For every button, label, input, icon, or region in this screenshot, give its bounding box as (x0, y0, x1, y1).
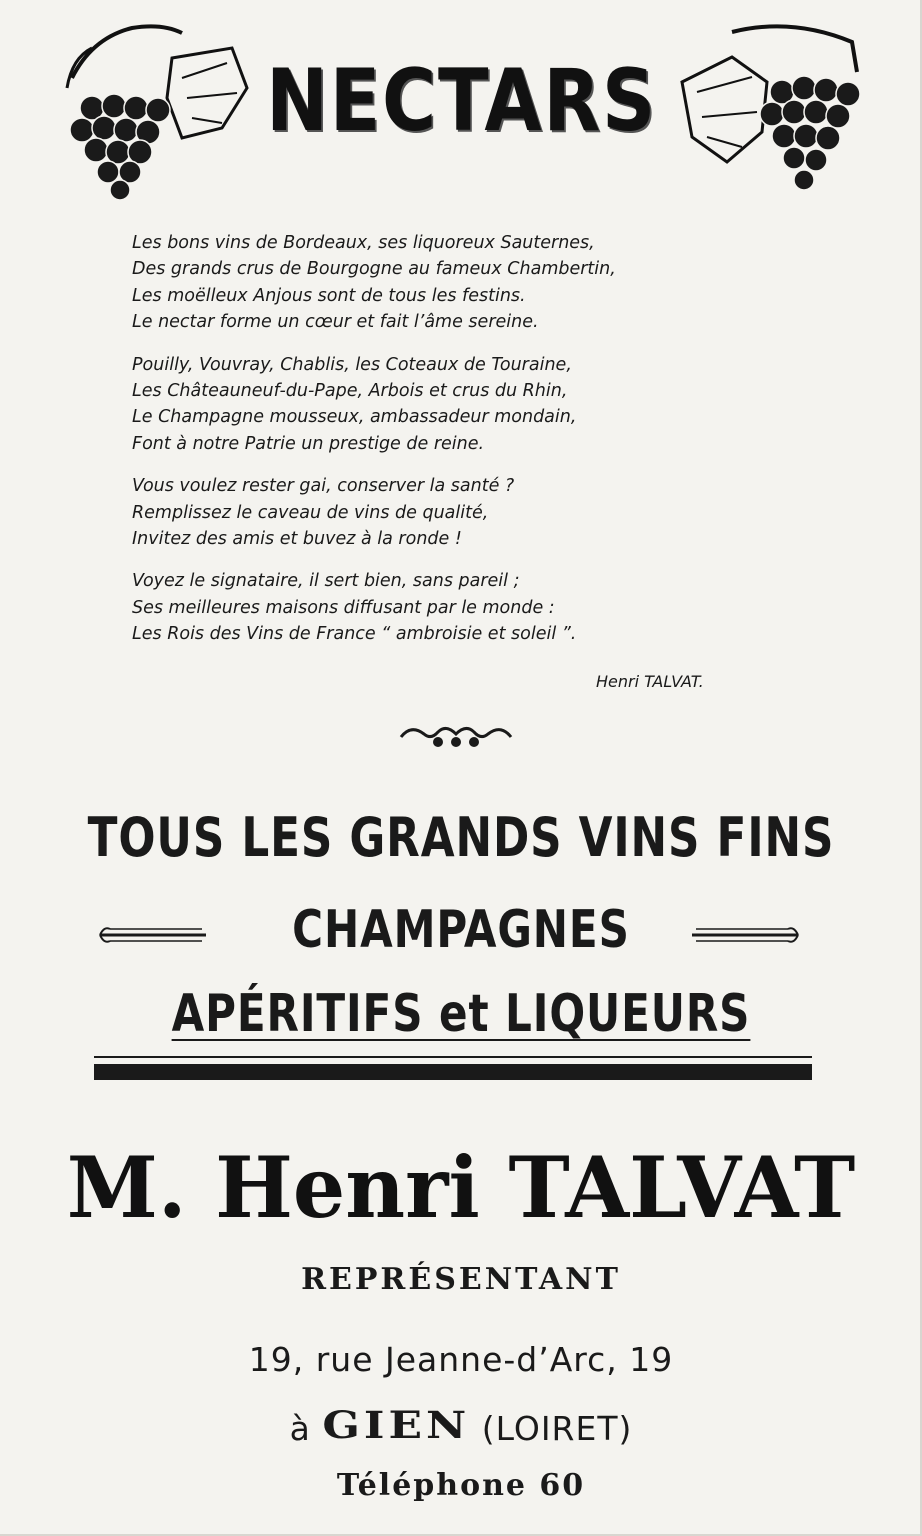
poem-stanza (132, 568, 832, 647)
city-region: (LOIRET) (481, 1409, 633, 1448)
right-line-ornament-icon (690, 922, 802, 948)
title-nectars: NECTARS (266, 51, 658, 151)
grape-cluster-left-icon (62, 18, 262, 208)
poem-line: Les moëlleux Anjous sont de tous les festins. (132, 285, 526, 306)
poem-line: Des grands crus de Bourgogne au fameux Chambertin, (132, 259, 616, 280)
merchant-city (0, 1400, 922, 1451)
poem-line: Pouilly, Vouvray, Chablis, les Coteaux de Touraine, (132, 354, 572, 375)
poem-line: Les bons vins de Bordeaux, ses liquoreux Sauternes, (132, 233, 595, 253)
flourish-ornament-icon (396, 722, 516, 752)
card-header (0, 0, 922, 215)
poem-line: Les Rois des Vins de France “ ambroisie et soleil ”. (132, 624, 577, 645)
divider-thin (94, 1056, 812, 1058)
city-name: GIEN (322, 1403, 471, 1448)
poem-line: Ses meilleures maisons diffusant par le monde : (132, 597, 555, 618)
headline-aperitifs: APÉRITIFS et LIQUEURS (171, 984, 751, 1044)
poem-line: Les Châteauneuf-du-Pape, Arbois et crus du Rhin, (132, 381, 568, 402)
merchant-name: M. Henri TALVAT (66, 1138, 856, 1237)
poem-line: Voyez le signataire, il sert bien, sans pareil ; (132, 571, 520, 592)
poem (132, 230, 832, 664)
merchant-phone: Téléphone 60 (336, 1468, 586, 1503)
grape-cluster-right-icon (672, 12, 872, 208)
poem-signature: Henri TALVAT. (596, 672, 704, 691)
merchant-address: 19, rue Jeanne-d’Arc, 19 (248, 1340, 674, 1379)
poem-line: Invitez des amis et buvez à la ronde ! (132, 529, 462, 550)
merchant-role: REPRÉSENTANT (301, 1262, 621, 1297)
poem-stanza (132, 352, 832, 458)
poem-line: Le nectar forme un cœur et fait l’âme sereine. (132, 312, 539, 333)
poem-line: Remplissez le caveau de vins de qualité, (132, 502, 489, 523)
headline-grands-vins: TOUS LES GRANDS VINS FINS (87, 806, 835, 869)
poem-stanza (132, 473, 832, 552)
city-prefix: à (289, 1409, 311, 1448)
poem-line: Vous voulez rester gai, conserver la santé ? (132, 476, 515, 497)
poem-line: Font à notre Patrie un prestige de reine. (132, 433, 485, 454)
poem-line: Le Champagne mousseux, ambassadeur mondain, (132, 407, 577, 428)
poem-stanza (132, 230, 832, 336)
headline-champagnes: CHAMPAGNES (292, 900, 630, 960)
divider-thick (94, 1064, 812, 1080)
